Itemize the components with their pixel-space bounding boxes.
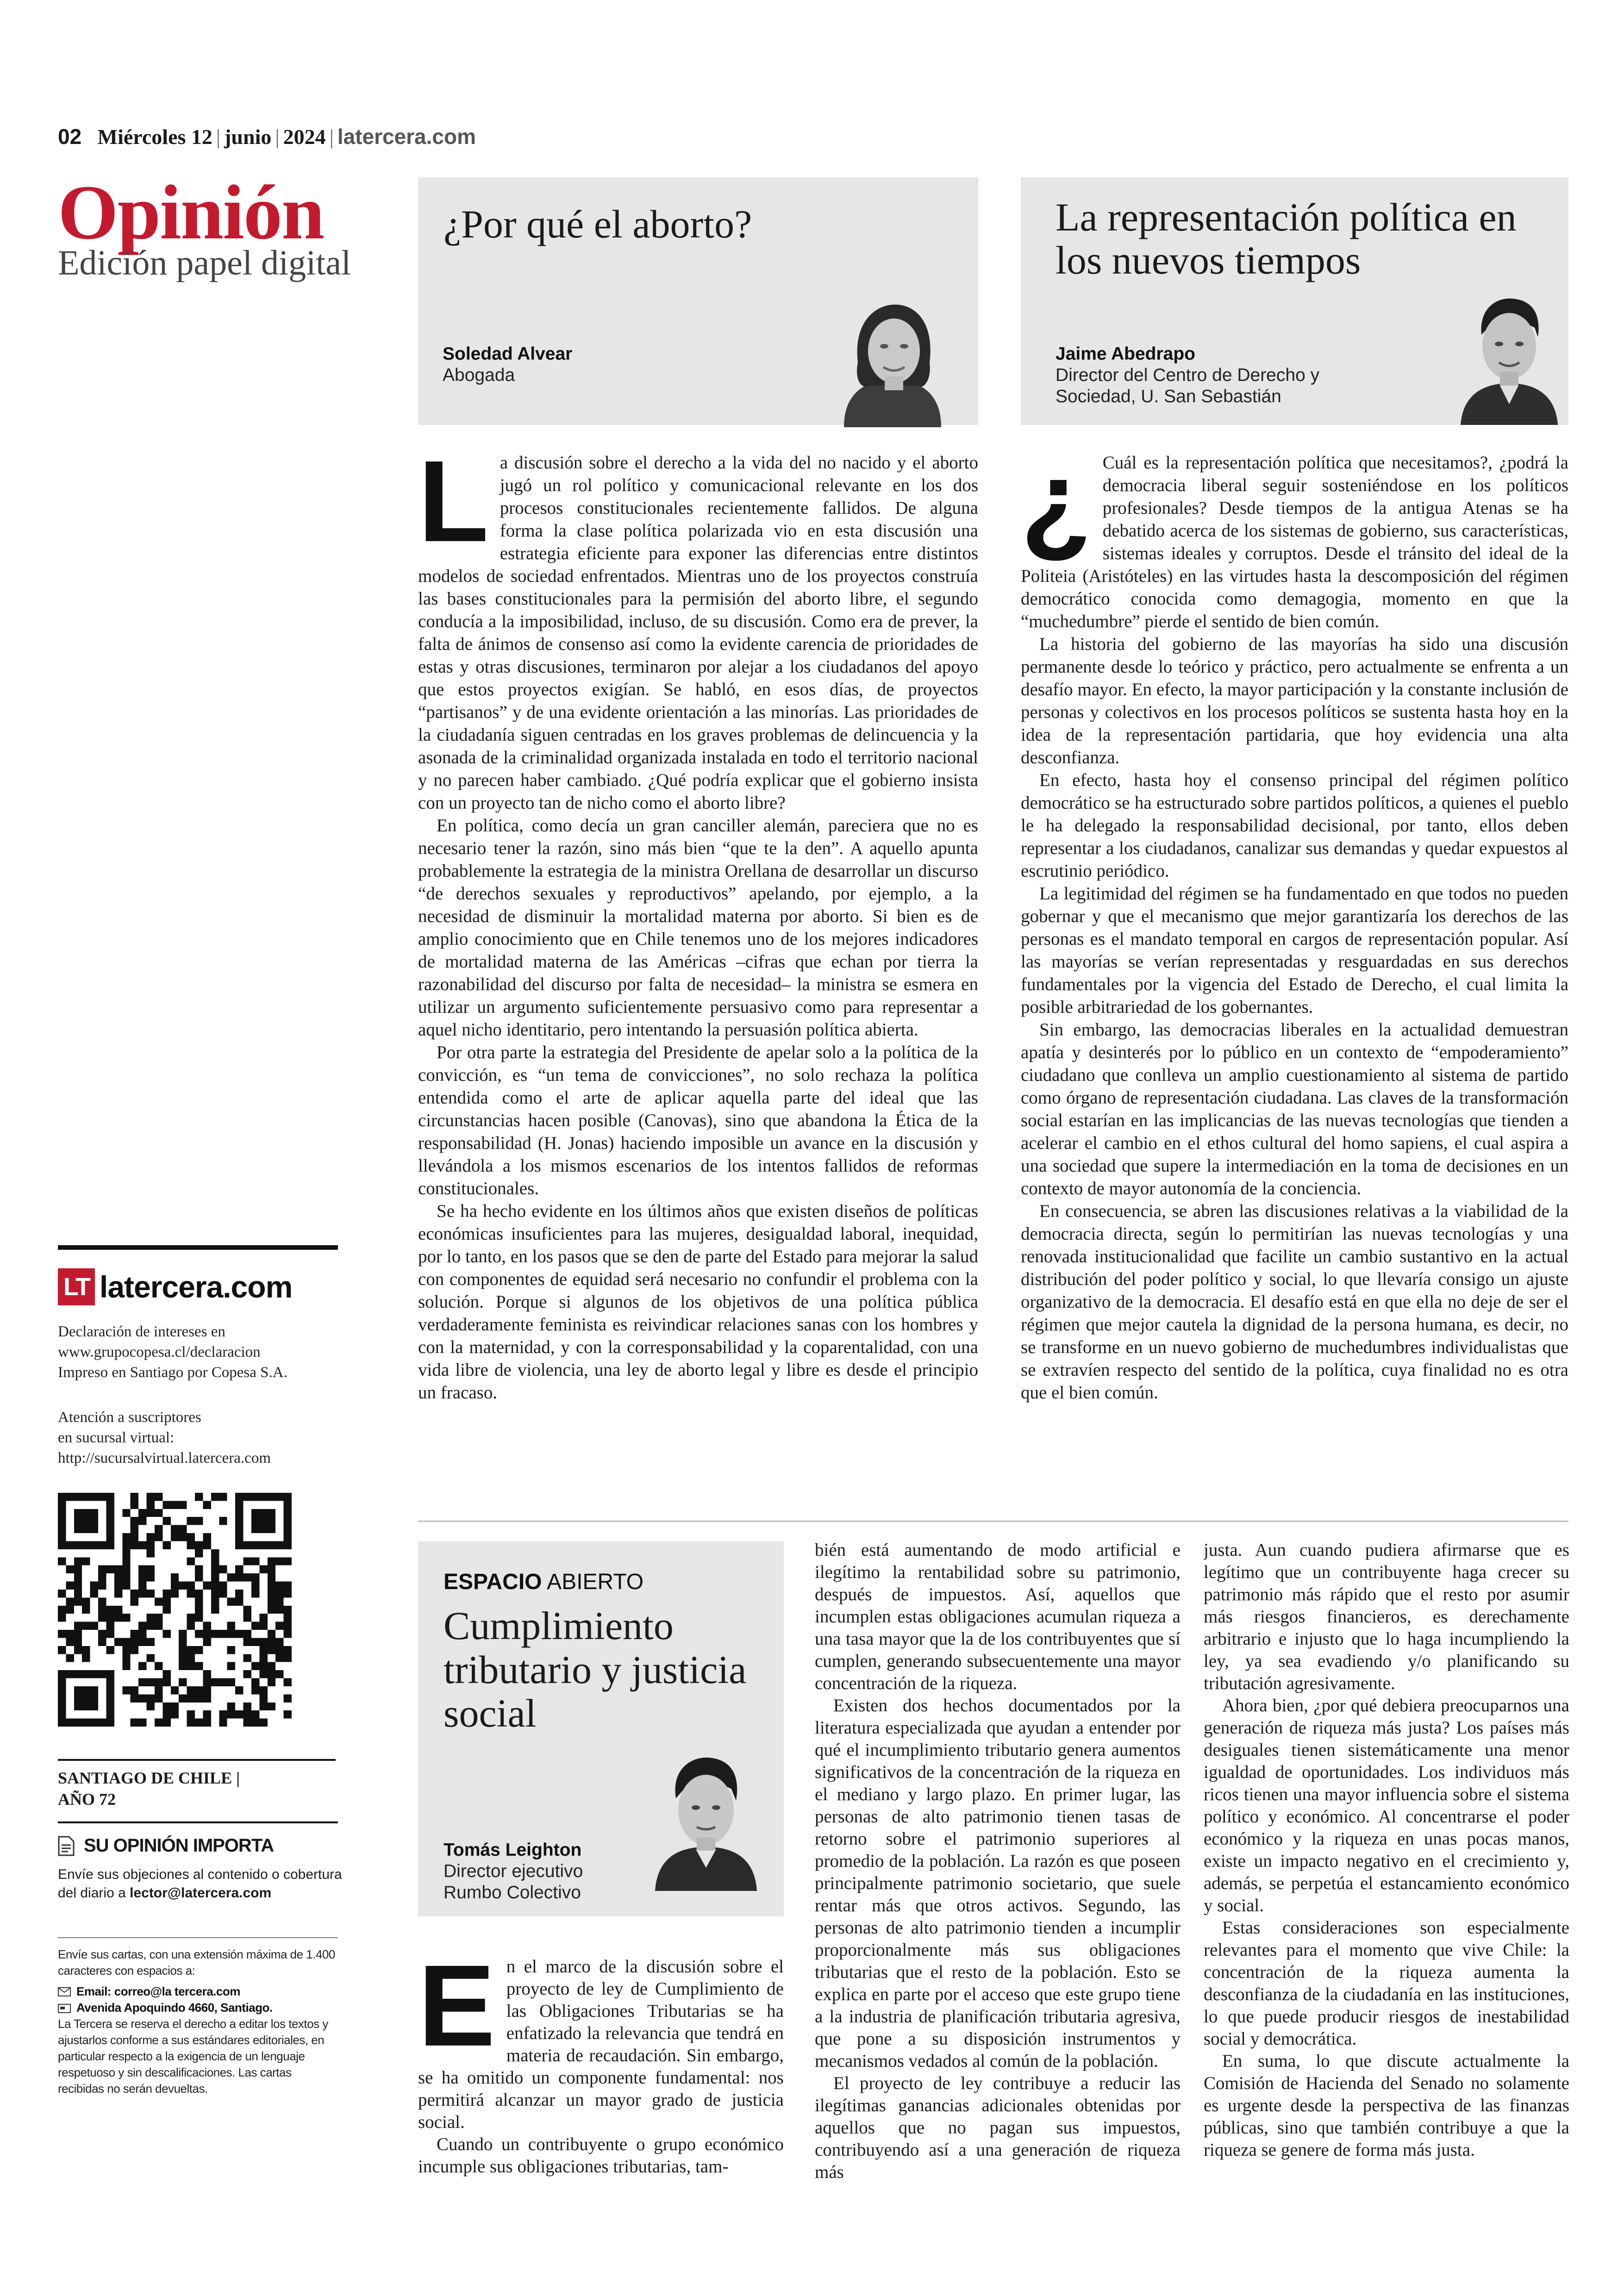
su-opinion-header <box>58 1835 274 1856</box>
sidebar-rule <box>58 1821 338 1823</box>
author-name: Soledad Alvear <box>443 344 573 364</box>
objections-text: Envíe sus objeciones al contenido o cobertura del diario a lector@latercera.com <box>58 1867 342 1901</box>
lector-email-link[interactable]: lector@latercera.com <box>130 1885 272 1901</box>
subscriber-block: Atención a suscriptores en sucursal virtual: http://sucursalvirtual.latercera.com <box>58 1407 345 1468</box>
logo-name: latercera.com <box>100 1270 293 1304</box>
article-body-cumplimiento-col3 <box>1204 1539 1569 2270</box>
latercera-logo[interactable] <box>58 1268 292 1305</box>
declaration-block: Declaración de intereses en www.grupocopesa.cl/declaracion Impreso en Santiago por Copesa S.A. <box>58 1322 345 1383</box>
article-title: ¿Por qué el aborto? <box>443 202 752 246</box>
paragraph: bién está aumentando de modo artificial e ilegítimo la rentabilidad sobre su patrimonio, después de impuestos. Así, aquellos que incumplen estas obligaciones acumulan riqueza a una tasa mayor que la de los contribuyentes que sí cumplen, generando subsecuentemente una mayor concentración de la riqueza. <box>815 1540 1181 1693</box>
paragraph: En suma, lo que discute actualmente la Comisión de Hacienda del Senado no solamente es urgente desde la perspectiva de las finanzas públicas, sino que también contribuye a que la riqueza se genere de forma más justa. <box>1204 2051 1569 2160</box>
sidebar-rule <box>58 1245 338 1250</box>
paragraph: Estas consideraciones son especialmente relevantes para el momento que vive Chile: la concentración de la riqueza aumenta la desconfianza de la ciudadanía en las instituciones, lo que puede producir riesgos de inestabilidad social y democrática. <box>1204 1918 1569 2049</box>
author-photo-soledad-alvear <box>825 293 960 427</box>
paragraph: Cuál es la representación política que necesitamos?, ¿podrá la democracia liberal seguir sosteniéndose en los políticos profesionales? Desde tiempos de la antigua Atenas se ha debatido acerca de los sistemas de gobierno, sus características, sistemas ideales y corruptos. Desde el tránsito del ideal de la Politeia (Aristóteles) en las virtudes hasta la descomposición del régimen democrático conocida como demagogia, momento en que la “muchedumbre” pierde el sentido de bien común. <box>1021 453 1568 631</box>
date-day: Miércoles 12 <box>97 125 212 149</box>
article-body-cumplimiento-col2 <box>815 1539 1181 2270</box>
paragraph: a discusión sobre el derecho a la vida del no nacido y el aborto jugó un rol político y comunicacional relevante en los dos procesos constitucionales recientemente fallidos. De alguna forma la clase política polarizada vio en esta discusión una estrategia eficiente para exponer las diferencias entre distintos modelos de sociedad enfrentados. Mientras uno de los proyectos construía las bases constitucionales para la permisión del aborto libre, el segundo conducía a la imposibilidad, incluso, de su discusión. Como era de prever, la falta de ánimos de consenso así como la evidente carencia de prioridades de estas y otras discusiones, terminaron por alejar a los ciudadanos del apoyo que estos proyectos exigían. Se habló, en esos días, de proyectos “partisanos” y de una evidente orientación a las minorías. Las prioridades de la ciudadanía siguen centradas en los graves problemas de delincuencia y la asonada de la criminalidad organizada instalada en todo el territorio nacional y no parecen haber cambiado. ¿Qué podría explicar que el gobierno insista con un proyecto tan de nicho como el aborto libre? <box>418 453 978 813</box>
letters-email[interactable]: Email: correo@la tercera.com <box>58 1983 336 2000</box>
paragraph: justa. Aun cuando pudiera afirmarse que es legítimo que un contribuyente haga crecer su patrimonio más rápido que el resto por asumir más riesgos financieros, es derechamente arbitrario e injusto que lo haga incumpliendo la ley, ya sea evadiendo y/o planificando su tributación agresivamente. <box>1204 1540 1569 1693</box>
letters-block: Envíe sus cartas, con una extensión máxima de 1.400 caracteres con espacios a: Email: correo@la tercera.com Avenida Apoquindo 4660, Santiago. La Tercera se reserva el derecho a editar los textos y ajustarlos conforme a sus estándares editoriales, en particular respecto a la exigencia de un lenguaje respetuoso y sin descalificaciones. Las cartas recibidas no serán devueltas. <box>58 1947 335 2095</box>
date-month: junio <box>224 125 272 149</box>
page-number: 02 <box>58 125 82 149</box>
article-body-cumplimiento-col1 <box>418 1956 784 2270</box>
paragraph: En efecto, hasta hoy el consenso principal del régimen político democrático se ha estructurado sobre partidos políticos, a quienes el pueblo le ha delegado la responsabilidad decisional, por tanto, ellos deben representar a los ciudadanos, canalizar sus demandas y quedar expuestos al escrutinio periódico. <box>1021 770 1568 881</box>
paragraph: La legitimidad del régimen se ha fundamentado en que todos no pueden gobernar y que el mecanismo que mejor garantizaría los derechos de las personas es el mandato temporal en cargos de representación popular. Así las mayorías se verían representadas y resguardadas en sus derechos fundamentales por la vigencia del Estado de Derecho, el cual limita la posible arbitrariedad de los gobernantes. <box>1021 884 1568 1017</box>
article-title: La representación política en los nuevos tiempos <box>1056 195 1517 282</box>
letters-address: Avenida Apoquindo 4660, Santiago. <box>58 2000 336 2016</box>
article-header-representacion <box>1021 177 1568 425</box>
paragraph: Sin embargo, las democracias liberales en la actualidad demuestran apatía y desinterés por lo público en un contexto de “empoderamiento” ciudadano que conlleva un amplio cuestionamiento al sistema de partido como órgano de representación ciudadana. Las claves de la transformación social estarían en las implicancias de las nuevas tecnologías que tienden a acelerar el cambio en el ethos cultural del homo sapiens, el cual aspira a una sociedad que supere la intermediación en la toma de decisiones en un contexto de mayor autonomía de la conciencia. <box>1021 1020 1568 1198</box>
article-title: Cumplimiento tributario y justicia social <box>443 1603 747 1736</box>
article-header-aborto <box>418 177 978 425</box>
section-subtitle: Edición papel digital <box>58 243 351 282</box>
section-title: Opinión <box>58 169 324 256</box>
author-role: Director del Centro de Derecho y Sociedad, U. San Sebastián <box>1056 365 1320 407</box>
lt-logo-icon: LT <box>58 1268 95 1305</box>
article-body-representacion <box>1021 451 1568 1433</box>
edition-info <box>58 1759 336 1810</box>
document-icon <box>58 1836 75 1856</box>
author-role: Abogada <box>443 365 515 385</box>
author-name: Tomás Leighton <box>443 1840 582 1860</box>
declaration-link[interactable]: www.grupocopesa.cl/declaracion <box>58 1344 261 1360</box>
author-role: Director ejecutivo Rumbo Colectivo <box>443 1861 583 1903</box>
paragraph: En política, como decía un gran canciller alemán, pareciera que no es necesario tener la razón, sino más bien “que te la den”. A aquello apunta probablemente la estrategia de la ministra Orellana de desarrollar un discurso “de derechos sexuales y reproductivos” apelando, por ejemplo, a la necesidad de disminuir la mortalidad materna por aborto. Si bien es de amplio conocimiento que en Chile tenemos uno de los mejores indicadores de mortalidad materna de las Américas –cifras que echan por tierra la razonabilidad del discurso por falta de necesidad– la ministra se esmera en utilizar un argumento suficientemente persuasivo como para representar a aquel nicho identitario, pero intentando la persuasión política abierta. <box>418 816 978 1040</box>
mailbox-icon <box>58 2003 71 2013</box>
paragraph: Ahora bien, ¿por qué debiera preocuparnos una generación de riqueza más justa? Los países más desiguales tienen sistemáticamente una menor igualdad de oportunidades. Los individuos más ricos tienen una mayor influencia sobre el sistema político y económico. Al concentrarse el poder económico y la riqueza en unas pocas manos, existe un impacto negativo en el crecimiento y, además, se perpetúa el estancamiento económico y social. <box>1204 1696 1569 1915</box>
kicker: ESPACIO ABIERTO <box>443 1570 644 1594</box>
sucursal-link[interactable]: http://sucursalvirtual.latercera.com <box>58 1450 271 1466</box>
author-photo-tomas-leighton <box>646 1752 766 1891</box>
paragraph: Existen dos hechos documentados por la literatura especializada que ayudan a entender por qué el incumplimiento tributario genera aumentos significativos de la concentración de la riqueza en el mediano y largo plazo. En primer lugar, las personas de alto patrimonio tienen tasas de retorno sobre el patrimonio superiores al promedio de la población. La razón es que poseen principalmente patrimonio societario, que suele rentar más que otros activos. Segundo, las personas de alto patrimonio tienden a incumplir proporcionalmente más sus obligaciones tributarias que el resto de la población. Esto se explica en parte por el acceso que este grupo tiene a la industria de planificación tributaria agresiva, que pone a su disposición instrumentos y mecanismos vedados al común de la población. <box>815 1696 1181 2071</box>
email-icon <box>58 1987 71 1996</box>
paragraph: Se ha hecho evidente en los últimos años que existen diseños de políticas económicas insuficientes para las mujeres, desigualdad laboral, inequidad, por lo tanto, en los pasos que se den de parte del Estado para mejorar la salud con componentes de equidad será necesario no confundir el problema con la solución. Porque si algunos de los objetivos de una política pública verdaderamente feminista es reivindicar relaciones sanas con los hombres y con la maternidad, y con la corresponsabilidad y la coparentalidad, con una vida libre de violencia, una ley de aborto legal y libre es desde el principio un fracaso. <box>418 1201 978 1403</box>
site-link[interactable]: latercera.com <box>337 125 476 149</box>
article-body-aborto <box>418 451 978 1433</box>
paragraph: Por otra parte la estrategia del Presidente de apelar solo a la política de la convicción, es “un tema de convicciones”, no solo rechaza la política entendida como el arte de aplicar aquella parte del ideal que las circunstancias hacen posible (Canovas), sino que abandona la Ética de la responsabilidad (H. Jonas) haciendo imposible un avance en la discusión y llevándola a los mismos escenarios de los intentos fallidos de reformas constitucionales. <box>418 1042 978 1198</box>
paragraph: n el marco de la discusión sobre el proyecto de ley de Cumplimiento de las Obligaciones Tributarias se ha enfatizado la relevancia que tendrá en materia de recaudación. Sin embargo, se ha omitido un componente fundamental: nos permitirá alcanzar un mayor grado de justicia social. <box>418 1957 784 2132</box>
year-label: AÑO 72 <box>58 1790 116 1809</box>
paragraph: La historia del gobierno de las mayorías ha sido una discusión permanente desde lo teórico y práctico, pero actualmente se enfrenta a un desafío mayor. En efecto, la mayor participación y la constante inclusión de personas y colectivos en los procesos políticos se sustenta hasta hoy en la idea de la representación partidaria, que hoy evidencia una alta desconfianza. <box>1021 634 1568 767</box>
paragraph: En consecuencia, se abren las discusiones relativas a la viabilidad de la democracia directa, según lo permitirían las nuevas tecnologías y una renovada institucionalidad que facilite un cambio sustantivo en la actual distribución del poder político y social, lo que llevaría consigo un ajuste organizativo de la democracia. El desafío está en que ella no deje de ser el régimen que mejor cautela la dignidad de la persona humana, es decir, no se transforme en un nuevo gobierno de muchedumbres individualistas que se extravíen respecto del sentido de la política, cuya finalidad no es otra que el bien común. <box>1021 1201 1568 1403</box>
sidebar-rule <box>58 1937 338 1938</box>
qr-code[interactable] <box>58 1493 292 1727</box>
date-year: 2024 <box>283 125 326 149</box>
page-header: 02 Miércoles 12 | junio | 2024 | latercera.com <box>58 125 476 149</box>
author-name: Jaime Abedrapo <box>1056 344 1195 364</box>
city-label: SANTIAGO DE CHILE | <box>58 1769 240 1787</box>
paragraph: El proyecto de ley contribuye a reducir las ilegítimas ganancias adicionales obtenidas por aquellos que no pagan sus impuestos, contribuyendo así a una generación de riqueza más <box>815 2073 1181 2182</box>
drop-cap: ¿ <box>1021 451 1092 566</box>
author-photo-jaime-abedrapo <box>1454 293 1565 425</box>
drop-cap: L <box>418 451 489 566</box>
section-divider <box>418 1521 1568 1522</box>
paragraph: Cuando un contribuyente o grupo económico incumple sus obligaciones tributarias, tam- <box>418 2134 784 2177</box>
su-opinion-title: SU OPINIÓN IMPORTA <box>84 1835 274 1856</box>
drop-cap: E <box>418 1956 495 2070</box>
